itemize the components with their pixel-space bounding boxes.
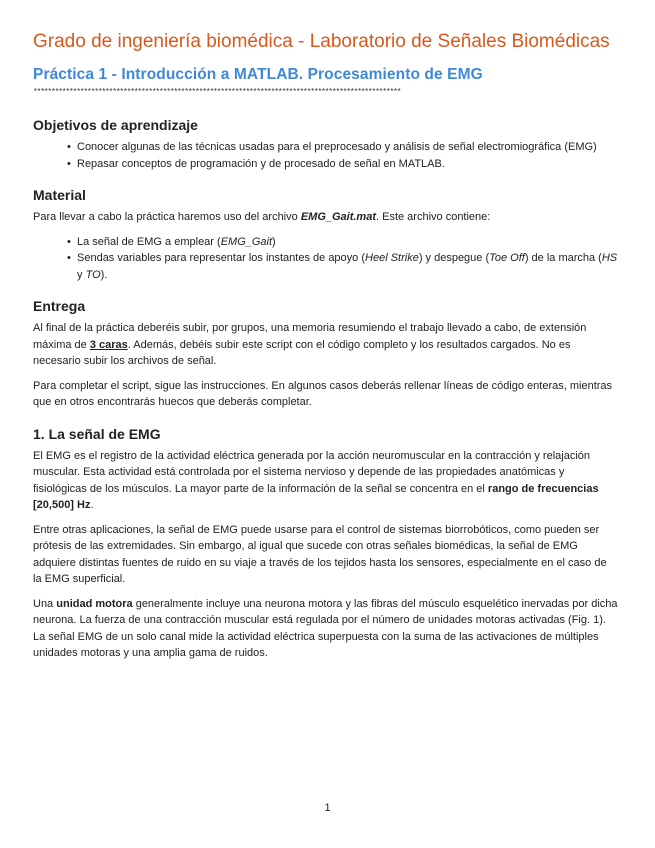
practice-subtitle: Práctica 1 - Introducción a MATLAB. Procesamiento de EMG xyxy=(33,66,483,83)
list-item: • La señal de EMG a emplear (EMG_Gait) xyxy=(67,235,276,248)
material-heading: Material xyxy=(33,187,86,203)
material-list xyxy=(33,234,618,284)
list-item: • Sendas variables para representar los instantes de apoyo (Heel Strike) y despegue (Toe Off) de la marcha (HS y TO). xyxy=(67,252,618,281)
page-number: 1 xyxy=(324,802,331,814)
section-1-heading: 1. La señal de EMG xyxy=(33,425,161,442)
delivery-heading: Entrega xyxy=(33,298,86,314)
document-title: Grado de ingeniería biomédica - Laboratorio de Señales Biomédicas xyxy=(33,31,610,52)
delivery-paragraph-1: Al final de la práctica deberéis subir, por grupos, una memoria resumiendo el trabajo llevado a cabo, de extensión máxima de 3 caras. Además, debéis subir este script con el código completo y los resultados cargados. No es necesario subir los archivos de señal. xyxy=(33,322,587,367)
document-page xyxy=(33,30,618,670)
list-item: • Conocer algunas de las técnicas usadas para el preprocesado y análisis de señal electromiográfica (EMG) xyxy=(67,141,597,153)
separator-line: ****************************************************************************************************** xyxy=(33,88,401,97)
material-intro: Para llevar a cabo la práctica haremos uso del archivo EMG_Gait.mat. Este archivo contiene: xyxy=(33,211,491,223)
list-item: • Repasar conceptos de programación y de procesado de señal en MATLAB. xyxy=(67,157,445,170)
file-name: EMG_Gait.mat xyxy=(300,211,376,223)
objectives-list xyxy=(33,139,618,172)
section-1-paragraph-3: Una unidad motora generalmente incluye una neurona motora y las fibras del músculo esquelético inervadas por dicha neurona. La fuerza de una contracción muscular está regulada por el número de unidades motoras activadas (Fig. 1). La señal EMG de un solo canal mide la actividad eléctrica superpuesta con la suma de las activaciones de múltiples unidades motoras y una amplia gama de ruidos. xyxy=(33,597,618,659)
section-1-paragraph-2: Entre otras aplicaciones, la señal de EMG puede usarse para el control de sistemas biorrobóticos, como pueden ser prótesis de las extremidades. Sin embargo, al igual que sucede con otras señales biomédicas, la señal de EMG adquiere distintas fuentes de ruido en su viaje a través de los tejidos hasta los sensores, especialmente en el caso de la EMG superficial. xyxy=(33,523,607,585)
section-1-paragraph-1: El EMG es el registro de la actividad eléctrica generada por la acción neuromuscular en la contracción y relajación muscular. Esta actividad está controlada por el sistema nervioso y depende de las propiedades anatómicas y fisiológicas de los músculos. La mayor parte de la información de la señal se concentra en el rango de frecuencias [20,500] Hz. xyxy=(33,449,599,511)
objectives-heading: Objetivos de aprendizaje xyxy=(33,117,198,133)
delivery-paragraph-2: Para completar el script, sigue las instrucciones. En algunos casos deberás rellenar líneas de código enteras, mientras que en otros encontrarás huecos que deberás completar. xyxy=(33,379,613,408)
